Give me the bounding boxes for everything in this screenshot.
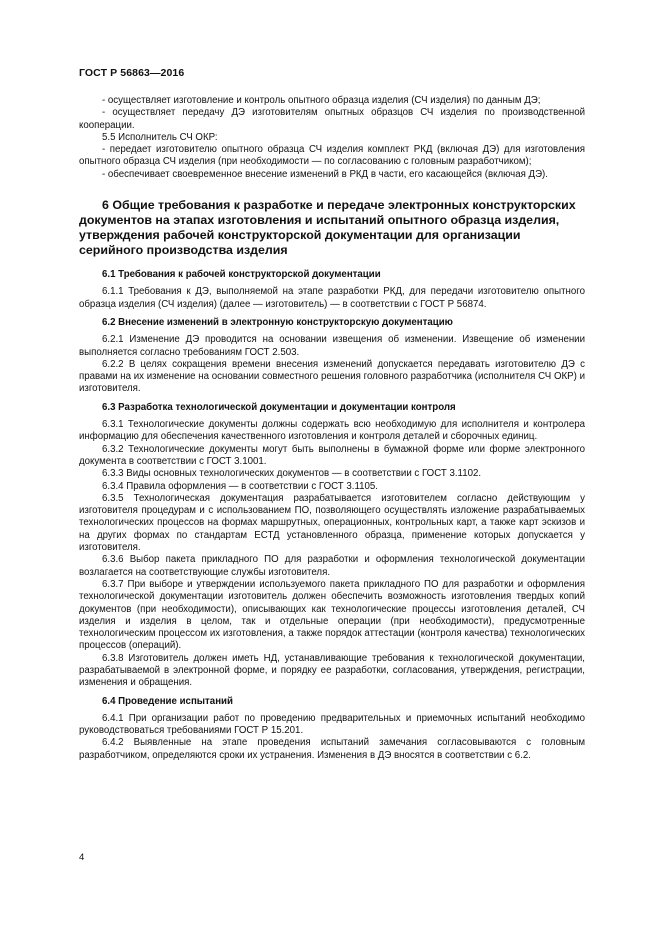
paragraph: 6.4.2 Выявленные на этапе проведения испытаний замечания согласовываются с головным разработчиком, определяются сроки их устранения. Изменения в ДЭ вносятся в соответствии с 6.2. — [79, 737, 585, 761]
paragraph: 6.4.1 При организации работ по проведению предварительных и приемочных испытаний необходимо руководствоваться требованиями ГОСТ Р 15.201. — [79, 712, 585, 737]
document-body — [79, 95, 585, 762]
paragraph: 6.3.3 Виды основных технологических документов — в соответствии с ГОСТ 3.1102. — [102, 468, 482, 480]
document-id-header: ГОСТ Р 56863—2016 — [79, 67, 185, 79]
section-6-2-heading: 6.2 Внесение изменений в электронную конструкторскую документацию — [102, 316, 453, 328]
section-6-1-heading: 6.1 Требования к рабочей конструкторской документации — [102, 269, 381, 281]
section-6-4-heading: 6.4 Проведение испытаний — [102, 695, 233, 707]
paragraph: 6.3.5 Технологическая документация разрабатывается изготовителем согласно действующим у изготовителя процедурам и с использованием ПО, позволяющего осуществлять изложение разрабатываемых технологических процессов на формах маршрутных, операционных, контрольных карт, а также карт эскизов и на других формах по стандартам ЕСТД установленного образца, применение которых допускается у изготовителя. — [79, 492, 585, 554]
paragraph: 6.2.2 В целях сокращения времени внесения изменений допускается передавать изготовителю ДЭ с правами на их изменение на основании совместного решения головного разработчика (исполнителя СЧ ОКР) и изготовителя. — [79, 358, 585, 395]
paragraph: 6.3.1 Технологические документы должны содержать всю необходимую для исполнителя и контролера информацию для обеспечения качественного изготовления и контроля деталей и сборочных единиц. — [79, 419, 585, 443]
clause-5-5: 5.5 Исполнитель СЧ ОКР: — [102, 131, 218, 143]
paragraph: 6.2.1 Изменение ДЭ проводится на основании извещения об изменении. Извещение об изменении выполняется согласно требованиям ГОСТ 2.503. — [79, 334, 585, 358]
paragraph: 6.3.7 При выборе и утверждении используемого пакета прикладного ПО для разработки и оформления технологической документации изготовитель должен обеспечить возможность изготовления твердых копий документов (при необходимости), описывающих как технологические процессы изготовления деталей, СЧ изделия и изделия в целом, так и отдельные операции (при необходимости), предусмотренные технологическим процессом их изготовления, а также порядок аттестации (контроля качества) технологических процессов (операций). — [79, 578, 585, 652]
list-item: - осуществляет передачу ДЭ изготовителям опытных образцов СЧ изделия по производственной кооперации. — [79, 107, 585, 131]
paragraph: 6.1.1 Требования к ДЭ, выполняемой на этапе разработки РКД, для передачи изготовителю опытного образца изделия (СЧ изделия) (далее — изготовитель) — в соответствии с ГОСТ Р 56874. — [79, 286, 585, 310]
paragraph: 6.3.4 Правила оформления — в соответствии с ГОСТ 3.1105. — [102, 480, 378, 492]
paragraph: 6.3.6 Выбор пакета прикладного ПО для разработки и оформления технологической документации возлагается на соответствующие службы изготовителя. — [79, 554, 585, 578]
list-item: - передает изготовителю опытного образца СЧ изделия комплект РКД (включая ДЭ) для изготовления опытного образца СЧ изделия (при необходимости — по согласованию с головным разработчиком); — [79, 144, 585, 168]
paragraph: 6.3.8 Изготовитель должен иметь НД, устанавливающие требования к технологической документации, разрабатываемой в электронной форме, и порядку ее разработки, согласования, утверждения, регистрации, изменения и обращения. — [79, 652, 585, 689]
page-number: 4 — [79, 852, 85, 863]
list-item: - обеспечивает своевременное внесение изменений в РКД в части, его касающейся (включая ДЭ). — [102, 168, 548, 180]
section-6-3-heading: 6.3 Разработка технологической документации и документации контроля — [102, 401, 456, 413]
paragraph: 6.3.2 Технологические документы могут быть выполнены в бумажной форме или форме электронного документа в соответствии с ГОСТ 3.1001. — [79, 443, 585, 467]
section-6-heading: 6 Общие требования к разработке и передаче электронных конструкторских документов на этапах изготовления и испытаний опытного образца изделия, утверждения рабочей конструкторской документации для организации серийного производства изделия — [79, 198, 576, 258]
list-item: - осуществляет изготовление и контроль опытного образца изделия (СЧ изделия) по данным ДЭ; — [102, 95, 541, 106]
